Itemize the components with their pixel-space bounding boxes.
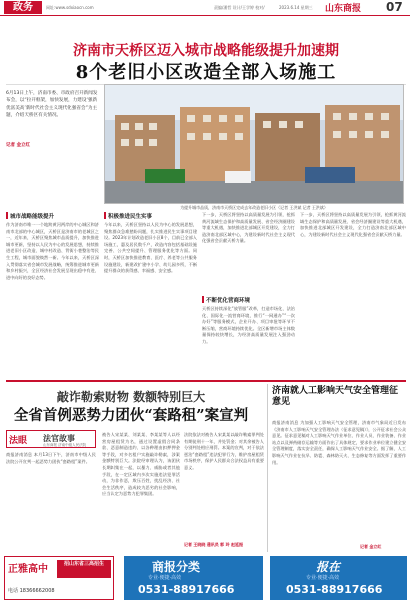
column-divider xyxy=(267,384,268,552)
notice-ad-sub: 专业·便捷·高效 xyxy=(306,575,340,581)
second-column-3: 法院依法对被告人宋某某以敲诈勒索罪判处有期徒刑十一年，并处罚金；对其余被告人分别判处相应刑罚。本案的宣判，对于依法惩治“套路租”违法犯罪行为，维护房屋租赁市场秩序，保护人民群众合法权益具有重要意义。 xyxy=(184,432,264,470)
column-name: 法官故事 xyxy=(43,434,75,443)
subhead-marker xyxy=(202,296,204,303)
column-logo: 法眼 xyxy=(9,436,28,446)
lead-column-4: 下一步，天桥区将坚持以高质量发展为引领，抢抓黄河流域生态保护和高质量发展、省会经济圈建设等重大机遇，加快推进北部城区开发建设，全力打造济南北部区域中心，为建设新时代社会主义现代化强省会贡献天桥力量。 xyxy=(300,212,406,237)
lead-kicker: 济南市天桥区迈入城市战略能级提升加速期 xyxy=(73,43,339,59)
column-logo-box xyxy=(6,430,96,448)
lead-column-3a: 下一步，天桥区将坚持以高质量发展为引领，抢抓黄河流域生态保护和高质量发展、省会经济圈建设等重大机遇，加快推进北部城区开发建设，全力打造济南北部区域中心，为建设新时代社会主义现代化强省会贡献天桥力量。 xyxy=(202,212,295,244)
school-ad-title: 正雅高中 xyxy=(8,564,48,575)
section-tag: 政务 xyxy=(4,1,42,14)
school-ad-phone: 电话 18366662008 xyxy=(8,588,55,594)
notice-ad[interactable] xyxy=(270,556,407,600)
second-column-2: 被告人宋某某、刘某某、李某某等人以经营房屋租赁为名，通过设置虚假合同条款、恶意制造违约、以各种理由扣押押金等手段，对多名租户实施敲诈勒索，涉案金额特别巨大。法院经审理认为，该团伙长期纠集在一起，以暴力、威胁或者其他手段，在一定区域内多次实施违法犯罪活动，为非作恶，欺压百姓，扰乱经济、社会生活秩序，造成较为恶劣的社会影响，应当认定为恶势力犯罪集团。 xyxy=(102,432,180,497)
second-kicker: 敲诈勒索财物 数额特别巨大 xyxy=(56,390,206,404)
lead-headline: 8个老旧小区改造全部入场施工 xyxy=(75,62,337,83)
lead-column-2: 今年以来，天桥区坚持以人民为中心的发展思想，聚焦群众急难愁盼问题，扎实推进民生实事项目建设。2023年计划改造老旧小区8个，目前已全部入场施工，惠及居民数千户，改造内容包括基础设施完善、公共空间提升、管理服务优化等方面。同时，天桥区加快推进教育、医疗、养老等公共服务设施建设，新建改扩建中小学、幼儿园多所，不断提升群众的获得感、幸福感、安全感。 xyxy=(104,222,197,274)
side-column: 商报济南消息 为加强人工影响天气安全管理，济南市气象局近日发布《济南市人工影响天气安全管理办法（征求意见稿）》，公开征求社会公众意见。征求意见稿对人工影响天气作业单位、作业人员、作业装备、作业站点以及弹药储存运输等方面作出了具体规定，要求作业单位建立健全安全管理制度，落实安全责任，确保人工影响天气作业安全。据了解，人工影响天气作业在抗旱、防雹、森林防灭火、生态修复等方面发挥了重要作用。 xyxy=(272,420,406,465)
lead-column-1: 作为济南市唯一一个地跨黄河两岸的中心城区和济南市北部的中心城区，天桥区是济南市的老城区之一，近年来，天桥区聚焦城市品质提升，加快推进城市更新，坚持以人民为中心的发展思想，持续推进老旧小区改造、城中村改造、背街小巷整治等民生工程，城市面貌焕然一新。今年以来，天桥区深入贯彻落实省会城市发展战略，统筹推进城市更新和乡村振兴，全区经济社会发展呈现出稳中有进、进中向好的良好态势。 xyxy=(6,222,99,280)
issue-date: 2023.6.14 星期三 xyxy=(279,5,313,10)
notice-ad-phone: 0531-88917666 xyxy=(286,583,383,596)
classified-ad-title: 商报分类 xyxy=(152,560,201,574)
brand-name: 山东商报 xyxy=(325,4,362,14)
classified-ad-sub: 专业·便捷·高效 xyxy=(148,575,182,581)
second-reporter: 记者 王晓晓 通讯员 郭 玲 赵延振 xyxy=(184,542,243,547)
school-ad[interactable] xyxy=(4,556,114,600)
lead-paragraph: 6月13日上午，济南市委、市政府召开新闻发布会，以“拉开框架，加快发展，力建设‘强新优富美高’新时代社会主义现代化强省会”为主题，介绍天桥区有关情况。 xyxy=(6,91,98,118)
lead-column-3b: 天桥区持续深化“放管服”改革，打造市场化、法治化、国际化一流营商环境，推行“一网通办”“一次办好”等服务模式，企业开办、项目审批等环节不断压缩，营商环境持续优化。全区新增市场主体数量保持较快增长，为经济高质量发展注入强劲动力。 xyxy=(202,306,295,344)
second-headline: 全省首例恶势力团伙“套路租”案宣判 xyxy=(13,407,249,424)
subhead-2: 积极推进民生实事 xyxy=(108,214,153,220)
subhead-marker xyxy=(104,212,106,219)
lead-reporter: 记者 金立红 xyxy=(6,143,31,148)
section-divider xyxy=(6,380,406,382)
side-headline: 济南就人工影响天气安全管理征意见 xyxy=(272,386,399,407)
classified-ad[interactable] xyxy=(124,556,263,600)
website: 网址:www.sdxiaocn.com xyxy=(46,5,94,10)
classified-ad-phone: 0531-88917666 xyxy=(138,583,235,596)
column-subtitle: 山东商报 济南中级人民法院 xyxy=(43,443,87,447)
photo-illustration xyxy=(105,85,404,204)
news-photo xyxy=(104,84,404,204)
editors: 责编/潘哲 设计/王学婷 校对/ xyxy=(214,5,265,10)
subhead-1: 城市战略能级提升 xyxy=(10,214,55,220)
notice-ad-title: 报在 xyxy=(316,560,341,574)
subhead-marker xyxy=(6,212,8,219)
page-number: 07 xyxy=(386,0,403,14)
second-column-1: 商报济南消息 本月13日下午，济南市中级人民法院公开宣判一起恶势力团伙“套路租”案件。 xyxy=(6,452,96,464)
subhead-3: 不断优化营商环境 xyxy=(206,298,251,304)
school-ad-badge: 招山东省三高招生 xyxy=(57,560,111,578)
photo-caption: 为提升城市品质，济南市天桥区完成去年改造老旧小区（记者 王洪斌 记者 王洪斌） xyxy=(180,205,328,210)
side-reporter: 记者 金立红 xyxy=(360,544,382,549)
